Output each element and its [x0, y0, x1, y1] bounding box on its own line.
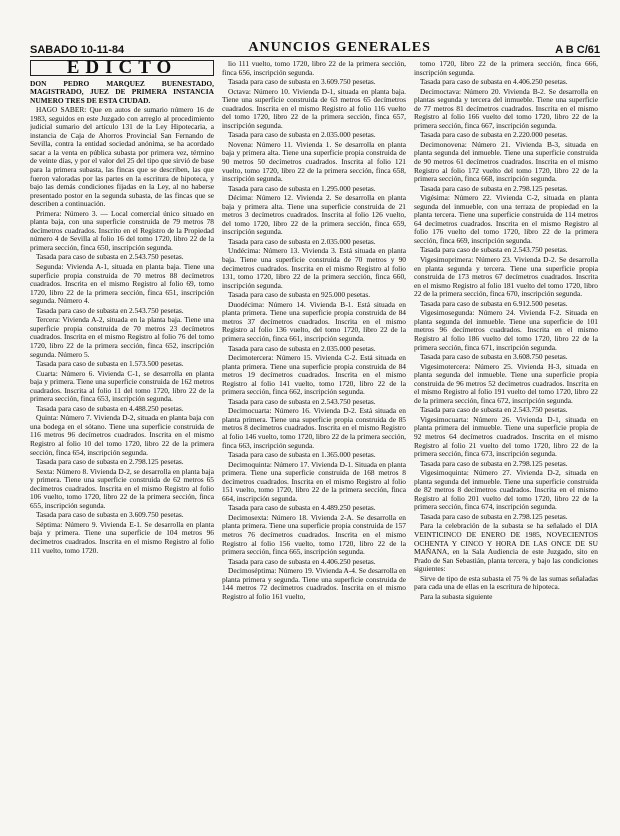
- edict-paragraph: Decimotercera: Número 15. Vivienda C-2. Está situada en planta primera. Tiene una superficie propia construida de 84 metros 19 decímetros cuadrados. Inscrita en el mismo Registro al folio 141 vuelto, tomo 1720, libro 22 de la primera sección, finca 662, inscripción segunda.: [222, 353, 406, 397]
- edict-paragraph: Decimosexta: Número 18. Vivienda 2-A. Se desarrolla en planta primera. Tiene una superficie propia construida de 157 metros 76 decímetros cuadrados. Inscrita en el mismo Registro al folio 156 vuelto, tomo 1720, libro 22 de la primera sección, finca 665, inscripción segunda.: [222, 512, 406, 557]
- edict-paragraph: Tasada para caso de subasta en 1.295.000 pesetas.: [228, 183, 376, 193]
- edict-paragraph: Novena: Número 11. Vivienda 1. Se desarrolla en planta baja y primera alta. Tiene una superficie propia construida de 90 metros 50 decímetros cuadrados. Inscrita al folio 121 vuelto, tomo 1720, libro 22 de la primera sección, finca 658, inscripción segunda.: [222, 139, 406, 184]
- edict-paragraph: Tasada para caso de subasta en 2.035.000 pesetas.: [228, 236, 376, 246]
- edict-paragraph: Duodécima: Número 14. Vivienda B-1. Está situada en planta primera. Tiene una superficie propia construida de 84 metros 37 decímetros cuadrados. Inscrita en el mismo Registro al folio 136 vuelto, del tomo 1720, libro 22 de la primera sección, finca 661, inscripción segunda.: [222, 299, 406, 343]
- edict-paragraph: Tasada para caso de subasta en 1.365.000 pesetas.: [228, 450, 376, 460]
- edict-paragraph: Tasada para caso de subasta en 4.489.250 pesetas.: [228, 503, 376, 513]
- page-number: A B C/61: [555, 44, 600, 56]
- page-header: [30, 40, 600, 57]
- edict-paragraph: Tasada para caso de subasta en 2.543.750 pesetas.: [36, 305, 184, 315]
- edict-paragraph: Undécima: Número 13. Vivienda 3. Está situada en planta baja. Tiene una superficie construida de 70 metros y 90 decímetros cuadrados. Inscrita en el mismo Registro al folio 131, tomo 1720, libro 22 de la primera sección, finca 660, inscripción segunda.: [222, 246, 406, 290]
- edict-paragraph: Tasada para caso de subasta en 2.798.125 pesetas.: [36, 457, 184, 467]
- edict-paragraph: Decimonovena: Número 21. Vivienda B-3, situada en planta segunda del inmueble. Tiene una superficie construida de 90 metros 61 decímetros cuadrados. Inscrita en el mismo Registro al folio 172 vuelto del tomo 1720, libro 22 de la primera sección, finca 668, inscripción segunda.: [414, 139, 598, 184]
- edict-paragraph: Quinta: Número 7. Vivienda D-2, situada en planta baja con una bodega en el sótano. Tiene una superficie construida de 116 metros 96 decímetros cuadrados. Inscrita en el mismo Registro al folio 10 del tomo 1720, libro 22 de la primera sección, finca 654, inscripción segunda.: [30, 413, 214, 457]
- edict-paragraph: HAGO SABER: Que en autos de sumario número 16 de 1983, seguidos en este Juzgado con arreglo al procedimiento judicial sumario del artículo 131 de la Ley Hipotecaria, a instancia de Caja de Ahorros Provincial San Fernando de Sevilla, contra la entidad sociedad anónima, se ha acordado sacar a la venta en pública subasta por primera vez, término de veinte días, y por el valor del 25 del tipo que sirvió de base para la primera subasta, las fincas que se describen, las que fueron valoradas por las partes en la escritura de hipoteca, y bajo las demás condiciones fijadas en la Ley, al no haberse presentado postor en la segunda subasta, de las fincas que se describen a continuación.: [30, 105, 214, 209]
- edict-paragraph: Tasada para caso de subasta en 2.543.750 pesetas.: [36, 252, 184, 262]
- edict-paragraph: Tasada para caso de subasta en 4.406.250 pesetas.: [420, 77, 568, 87]
- column-3: [414, 60, 598, 820]
- edict-paragraph: Tasada para caso de subasta en 2.035.000 pesetas.: [228, 343, 376, 353]
- edict-paragraph: Segunda: Vivienda A-1, situada en planta baja. Tiene una superficie propia construida de 70 metros 88 decímetros cuadrados. Inscrita en el mismo Registro al folio 69, tomo 1720, libro 22 de la primera sección, finca 651, inscripción segunda. Número 4.: [30, 262, 214, 306]
- edict-paragraph: lio 111 vuelto, tomo 1720, libro 22 de la primera sección, finca 656, inscripción segunda.: [222, 60, 406, 77]
- edict-paragraph: Vigesimotercera: Número 25. Vivienda H-3, situada en planta segunda del inmueble. Tiene una superficie propia construida de 96 metros 52 decímetros cuadrados. Inscrita en el mismo Registro al folio 191 vuelto del tomo 1720, libro 22 de la primera sección, finca 672, inscripción segunda.: [414, 361, 598, 405]
- edict-paragraph: Vigesimoprimera: Número 23. Vivienda D-2. Se desarrolla en planta segunda y tercera. Tiene una superficie propia construida de 173 metros 67 decímetros cuadrados. Inscrita en el mismo Registro al folio 181 vuelto del tomo 1720, libro 22 de la primera sección, finca 670, inscripción segunda.: [414, 255, 598, 299]
- edict-paragraph: Tasada para caso de subasta en 3.608.750 pesetas.: [420, 352, 568, 362]
- edict-paragraph: Tasada para caso de subasta en 2.220.000 pesetas.: [420, 130, 568, 140]
- text-columns: [30, 60, 600, 820]
- edict-paragraph: Sexta: Número 8. Vivienda D-2, se desarrolla en planta baja y primera. Tiene una superficie construida de 62 metros 65 decímetros cuadrados. Inscrita en el mismo Registro al folio 106 vuelto, tomo 1720, libro 22 de la primera sección, finca 655, inscripción segunda.: [30, 466, 214, 510]
- edict-paragraph: Tasada para caso de subasta en 2.543.750 pesetas.: [420, 405, 568, 415]
- column-1: [30, 60, 214, 820]
- edict-paragraph: Tasada para caso de subasta en 2.035.000 pesetas.: [228, 130, 376, 140]
- edict-paragraph: Decimoctava: Número 20. Vivienda B-2. Se desarrolla en plantas segunda y tercera del inmueble. Tiene una superficie de 77 metros 81 decímetros cuadrados. Inscrita en el mismo Registro al folio 166 vuelto del tomo 1720, libro 22 de la primera sección, finca 667, inscripción segunda.: [414, 86, 598, 130]
- edict-paragraph: Vigesimocuarta: Número 26. Vivienda D-1, situada en planta primera del inmueble. Tiene una superficie propia de 92 metros 64 decímetros cuadrados. Inscrita en el mismo Registro al folio 21 vuelto del tomo 1720, libro 22 de la primera sección, finca 673, inscripción segunda.: [414, 414, 598, 459]
- edict-paragraph: tomo 1720, libro 22 de la primera sección, finca 666, inscripción segunda.: [414, 60, 598, 77]
- column-2: [222, 60, 406, 820]
- edict-paragraph: Tasada para caso de subasta en 4.488.250 pesetas.: [36, 403, 184, 413]
- edict-paragraph: Tasada para caso de subasta en 2.543.750 pesetas.: [228, 396, 376, 406]
- edict-paragraph: Tasada para caso de subasta en 3.609.750 pesetas.: [36, 510, 184, 520]
- edict-paragraph: Cuarta: Número 6. Vivienda C-1, se desarrolla en planta baja y primera. Tiene una superficie construida de 162 metros cuadrados. Inscrita al folio 11 del tomo 1720, libro 22 de la primera sección, finca 653, inscripción segunda.: [30, 368, 214, 404]
- edict-paragraph: Décima: Número 12. Vivienda 2. Se desarrolla en planta baja y primera alta. Tiene una superficie construida de 21 metros 3 decímetros cuadrados. Inscrita al folio 126 vuelto, del tomo 1720, libro 22 de la primera sección, finca 659, inscripción segunda.: [222, 193, 406, 237]
- edict-paragraph: Vigesimoquinta: Número 27. Vivienda D-2, situada en planta segunda del inmueble. Tiene una superficie construida de 82 metros 8 decímetros cuadrados. Inscrita en el mismo Registro al folio 201 vuelto del tomo 1720, libro 22 de la primera sección, finca 674, inscripción segunda.: [414, 468, 598, 512]
- edict-paragraph: Tasada para caso de subasta en 4.406.250 pesetas.: [228, 556, 376, 566]
- edict-paragraph: Tasada para caso de subasta en 2.798.125 pesetas.: [420, 511, 568, 521]
- edict-paragraph: Primera: Número 3. — Local comercial único situado en planta baja, con una superficie construida de 79 metros 78 decímetros cuadrados. Inscrito en el Registro de la Propiedad número 4 de Sevilla al folio 16 del tomo 1720, libro 22 de la primera sección, finca 650, inscripción segunda.: [30, 208, 214, 252]
- edict-paragraph: Vigésima: Número 22. Vivienda C-2, situada en planta segunda del inmueble, con una terraza de propiedad en la planta tercera. Tiene una superficie construida de 114 metros 64 decímetros cuadrados. Inscrita en el mismo Registro al folio 176 vuelto del tomo 1720, libro 22 de la primera sección, finca 669, inscripción segunda.: [414, 193, 598, 245]
- edict-paragraph: Tasada para caso de subasta en 1.573.500 pesetas.: [36, 359, 184, 369]
- edict-paragraph: Tasada para caso de subasta en 925.000 pesetas.: [228, 290, 371, 300]
- edict-paragraph: Para la celebración de la subasta se ha señalado el DIA VEINTICINCO DE ENERO DE 1985, NOVECIENTOS OCHENTA Y CINCO Y HORA DE LAS ONCE DE SU MAÑANA, en la Sala Audiencia de este Juzgado, sito en Prado de San Sebastián, planta tercera, y bajo las condiciones siguientes:: [414, 521, 598, 574]
- edict-paragraph: Decimocuarta: Número 16. Vivienda D-2. Está situada en planta primera. Tiene una superficie propia construida de 85 metros 8 decímetros cuadrados. Inscrita en el mismo Registro al folio 146 vuelto, tomo 1720, libro 22 de la primera sección, finca 663, inscripción segunda.: [222, 406, 406, 450]
- edict-title: EDICTO: [30, 60, 214, 76]
- edict-paragraph: Decimoquinta: Número 17. Vivienda D-1. Situada en planta primera. Tiene una superficie construida de 168 metros 8 decímetros cuadrados. Inscrita en el mismo Registro al folio 151 vuelto, tomo 1720, libro 22 de la primera sección, finca 664, inscripción segunda.: [222, 459, 406, 503]
- continuation-note: Para la subasta siguiente: [420, 591, 493, 601]
- edict-paragraph: Decimoséptima: Número 19. Vivienda A-4. Se desarrolla en planta primera y segunda. Tiene una superficie construida de 144 metros 72 decímetros cuadrados. Inscrita en el mismo Registro al folio 161 vuelto,: [222, 566, 406, 601]
- edict-paragraph: Tasada para caso de subasta en 3.609.750 pesetas.: [228, 77, 376, 87]
- edict-paragraph: Tasada para caso de subasta en 2.798.125 pesetas.: [420, 183, 568, 193]
- edict-paragraph: Sirve de tipo de esta subasta el 75 % de las sumas señaladas para cada una de ellas en la escritura de hipoteca.: [414, 573, 598, 592]
- edict-paragraph: Tercera: Vivienda A-2, situada en la planta baja. Tiene una superficie propia construida de 70 metros 23 decímetros cuadrados. Inscrita en el mismo Registro al folio 76 del tomo 1720, libro 22 de la primera sección, finca 652, inscripción segunda. Número 5.: [30, 315, 214, 359]
- edict-paragraph: Octava: Número 10. Vivienda D-1, situada en planta baja. Tiene una superficie construida de 63 metros 65 decímetros cuadrados. Inscrita en el mismo Registro al folio 116 vuelto del tomo 1720, libro 22 de la primera sección, finca 657, inscripción segunda.: [222, 86, 406, 130]
- edict-paragraph: Tasada para caso de subasta en 2.543.750 pesetas.: [420, 245, 568, 255]
- edict-lead: DON PEDRO MARQUEZ BUENESTADO, MAGISTRADO, JUEZ DE PRIMERA INSTANCIA NUMERO TRES DE ESTA CIUDAD.: [30, 78, 214, 105]
- edict-paragraph: Séptima: Número 9. Vivienda E-1. Se desarrolla en planta baja y primera. Tiene una superficie de 104 metros 96 decímetros cuadrados. Inscrita en el mismo Registro al folio 111 vuelto, tomo 1720.: [30, 519, 214, 555]
- issue-date: SABADO 10-11-84: [30, 44, 125, 56]
- edict-paragraph: Tasada para caso de subasta en 6.912.500 pesetas.: [420, 298, 568, 308]
- section-title: ANUNCIOS GENERALES: [248, 40, 431, 55]
- edict-paragraph: Tasada para caso de subasta en 2.798.125 pesetas.: [420, 458, 568, 468]
- edict-paragraph: Vigesimosegunda: Número 24. Vivienda F-2. Situada en planta segunda del inmueble. Tiene una superficie de 101 metros 96 decímetros cuadrados. Inscrita en el mismo Registro al folio 186 vuelto del tomo 1720, libro 22 de la primera sección, finca 671, inscripción segunda.: [414, 308, 598, 352]
